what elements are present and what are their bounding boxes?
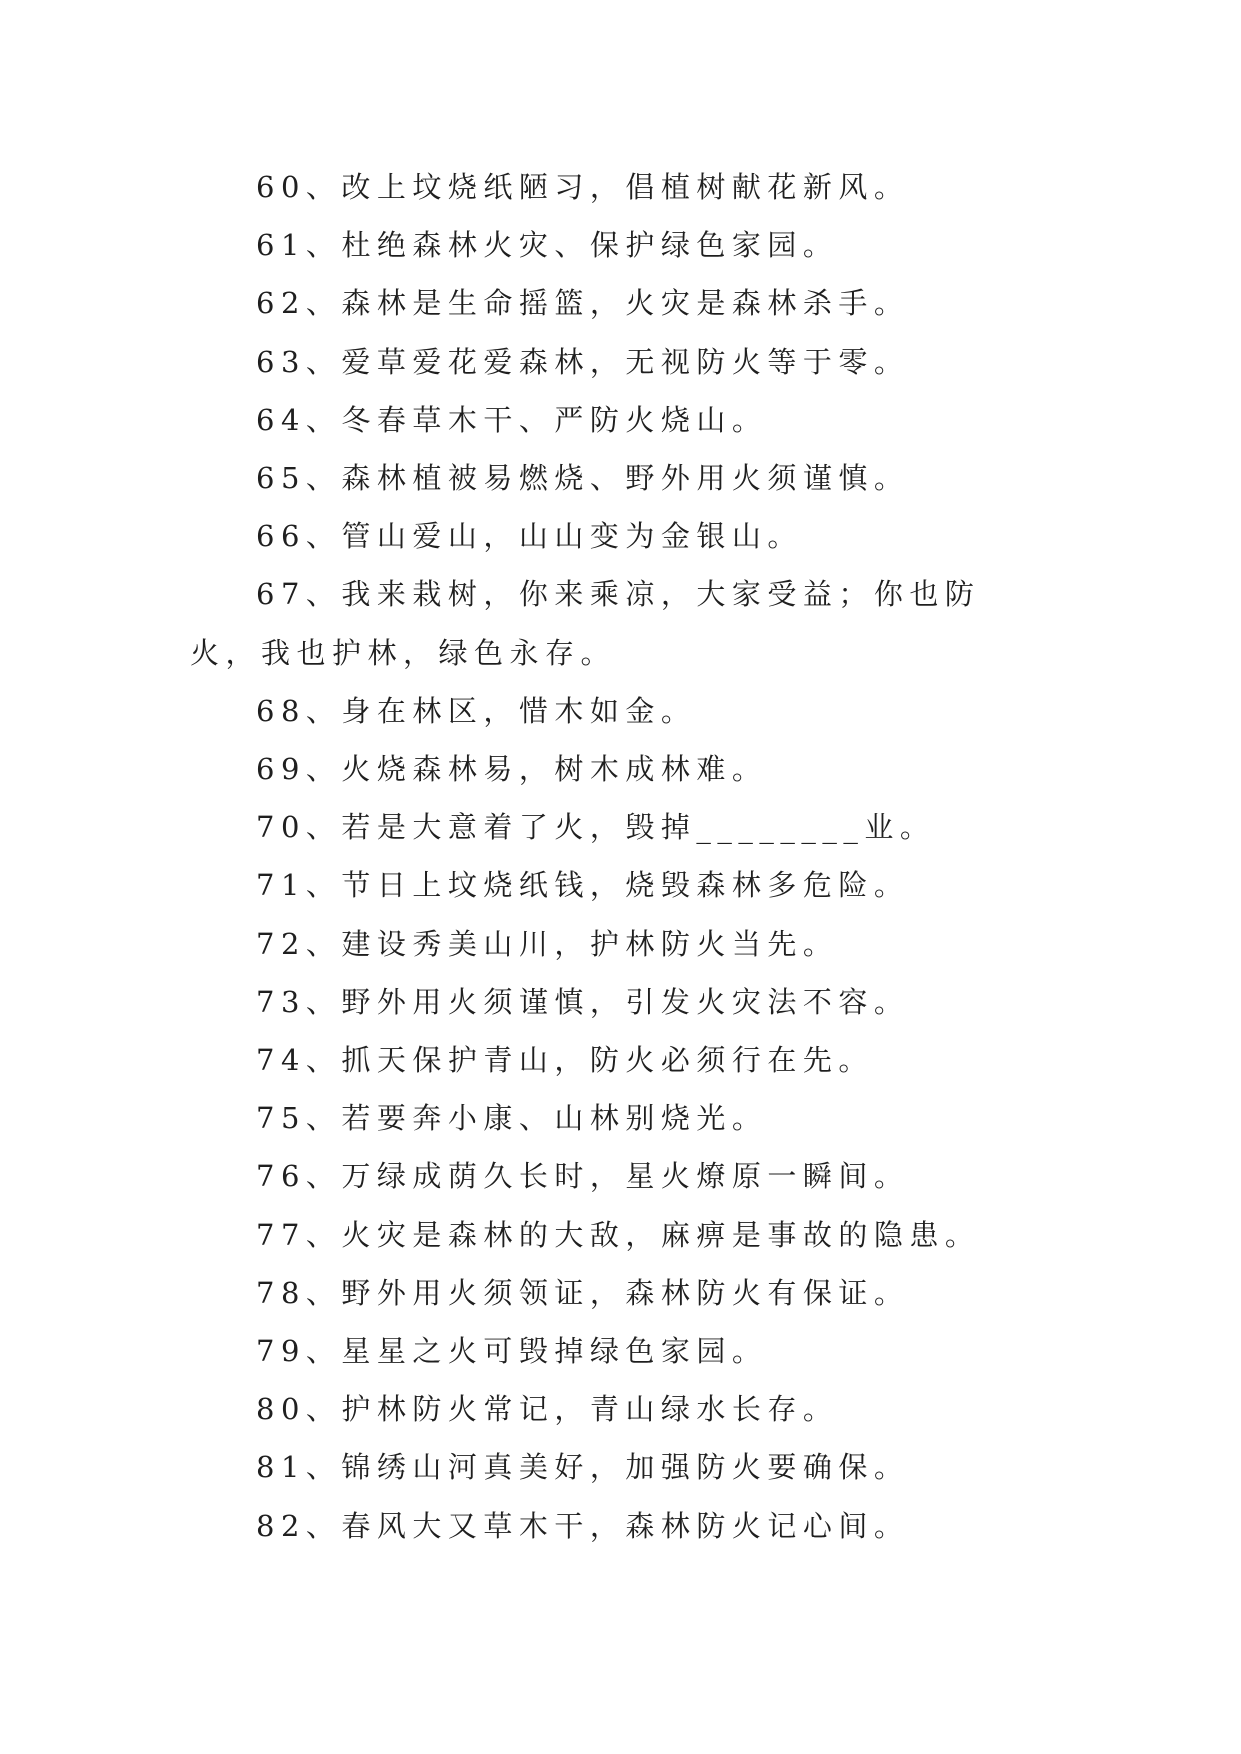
slogan-74: 74、抓天保护青山，防火必须行在先。 <box>256 1043 874 1078</box>
slogan-69: 69、火烧森林易，树木成林难。 <box>256 752 768 787</box>
slogan-60: 60、改上坟烧纸陋习，倡植树献花新风。 <box>256 170 910 204</box>
slogan-63: 63、爱草爱花爱森林，无视防火等于零。 <box>256 344 910 379</box>
slogan-78: 78、野外用火须领证，森林防火有保证。 <box>256 1275 910 1310</box>
slogan-77: 77、火灾是森林的大敌，麻痹是事故的隐患。 <box>256 1217 981 1252</box>
slogan-65: 65、森林植被易燃烧、野外用火须谨慎。 <box>256 461 910 496</box>
slogan-70: 70、若是大意着了火，毁掉________业。 <box>256 810 936 845</box>
slogan-73: 73、野外用火须谨慎，引发火灾法不容。 <box>256 984 910 1019</box>
slogan-67: 67、我来栽树，你来乘凉，大家受益；你也防火，我也护林，绿色永存。 <box>190 577 981 670</box>
slogan-68: 68、身在林区，惜木如金。 <box>256 693 697 728</box>
slogan-76: 76、万绿成荫久长时，星火燎原一瞬间。 <box>256 1159 910 1194</box>
slogan-79: 79、星星之火可毁掉绿色家园。 <box>256 1334 768 1369</box>
slogan-81: 81、锦绣山河真美好，加强防火要确保。 <box>256 1450 910 1485</box>
slogan-75: 75、若要奔小康、山林别烧光。 <box>256 1101 768 1136</box>
slogan-list <box>190 158 1050 1555</box>
slogan-66: 66、管山爱山，山山变为金银山。 <box>256 519 803 554</box>
slogan-64: 64、冬春草木干、严防火烧山。 <box>256 402 768 437</box>
slogan-82: 82、春风大又草木干，森林防火记心间。 <box>256 1508 910 1543</box>
slogan-71: 71、节日上坟烧纸钱，烧毁森林多危险。 <box>256 868 910 903</box>
slogan-72: 72、建设秀美山川，护林防火当先。 <box>256 926 839 961</box>
slogan-62: 62、森林是生命摇篮，火灾是森林杀手。 <box>256 286 910 321</box>
slogan-61: 61、杜绝森林火灾、保护绿色家园。 <box>256 228 839 263</box>
slogan-80: 80、护林防火常记，青山绿水长存。 <box>256 1392 839 1427</box>
